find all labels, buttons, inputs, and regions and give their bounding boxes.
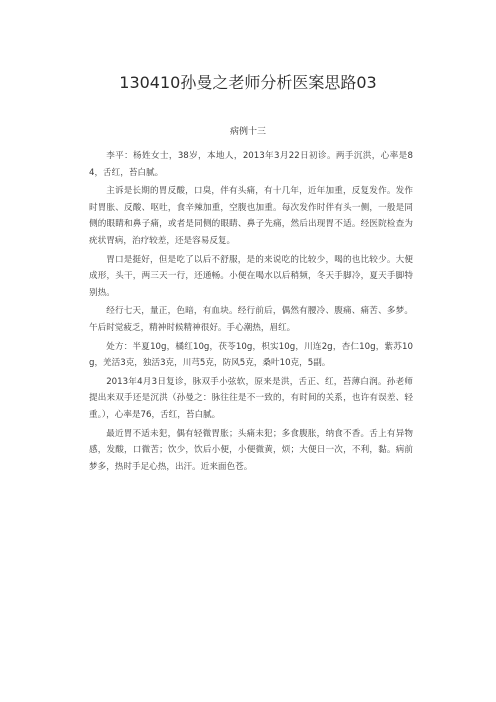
paragraph-recent-symptoms: 最近胃不适未犯，偶有轻微胃胀；头痛未犯；多食腹胀，纳食不香。舌上有异物感，发酸，口微苦；饮少，饮后小便，小便微黄，烦；大便日一次，不利，黏。病前梦多，热时手足心热，出汗。近来面色苍。: [89, 428, 413, 472]
case-heading: 病例十三: [229, 127, 266, 137]
paragraph-prescription: 处方：半夏10g，橘红10g，茯苓10g，枳实10g，川连2g，杏仁10g，紫苏10g，羌活3克，独活3克，川芎5克，防风5克，桑叶10克，5副。: [89, 341, 413, 369]
paragraph-follow-up: 2013年4月3日复诊，脉双手小弦软，原来是洪，舌正、红，苔薄白润。孙老师提出来双手还是沉洪（孙曼之：脉往往是不一致的，有时间的关系，也许有误差、轻重。），心率是76，舌红，苔白腻。: [89, 376, 413, 420]
paragraph-menstruation: 经行七天，量正，色暗，有血块。经行前后，偶然有腰冷、腹痛、痛苦、多梦。午后时觉疲乏，精神时候精神很好。手心潮热，眉红。: [89, 306, 413, 333]
document-body: [89, 148, 413, 477]
paragraph-patient-info: 李平：杨姓女士，38岁，本地人，2013年3月22日初诊。两手沉洪，心率是84，舌红，苔白腻。: [89, 151, 413, 178]
paragraph-chief-complaint: 主诉是长期的胃反酸，口臭，伴有头痛，有十几年，近年加重，反复发作。发作时胃胀、反酸、呕吐，食辛辣加重，空腹也加重。每次发作时伴有头一侧，一般是同侧的眼睛和鼻子痛，或者是同侧的眼睛、鼻子先痛，然后出现胃不适。经医院检查为疣状胃病，治疗较差，还是容易反复。: [89, 186, 413, 246]
paragraph-appetite: 胃口是挺好，但是吃了以后不舒服，是的来说吃的比较少，喝的也比较少。大便成形，头干，两三天一行，还通畅。小便在喝水以后稍频，冬天手脚冷，夏天手脚特别热。: [89, 254, 413, 298]
document-title: 130410孙曼之老师分析医案思路03: [119, 73, 377, 92]
